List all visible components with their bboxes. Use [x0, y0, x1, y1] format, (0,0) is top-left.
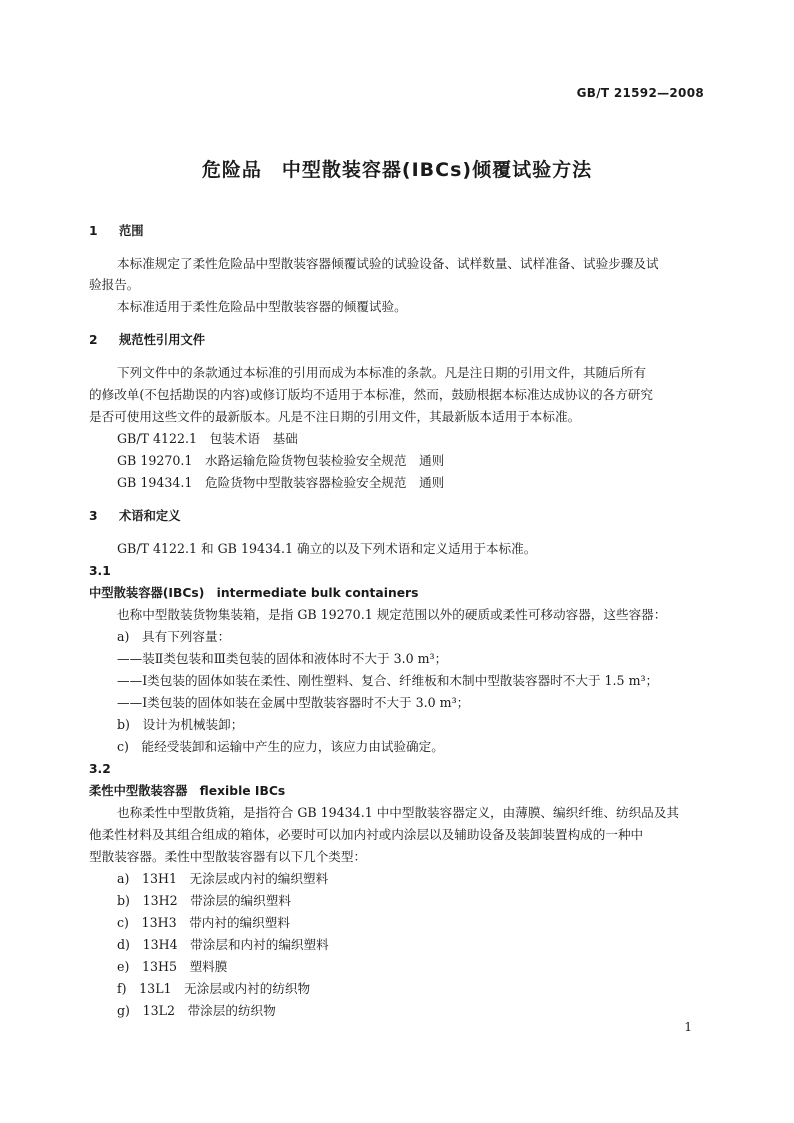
term-3-1-item-a: a) 具有下列容量： — [117, 629, 231, 644]
section-3-intro: GB/T 4122.1 和 GB 19434.1 确立的以及下列术语和定义适用于本标准。 — [117, 541, 537, 556]
term-3-1-definition: 也称中型散装货物集装箱，是指 GB 19270.1 规定范围以外的硬质或柔性可移动容器，这些容器： — [117, 607, 667, 622]
section-2-para-1: 下列文件中的条款通过本标准的引用而成为本标准的条款。凡是注日期的引用文件，其随后所有 — [117, 365, 646, 380]
reference-3: GB 19434.1 危险货物中型散装容器检验安全规范 通则 — [117, 475, 445, 490]
term-3-2-title: 柔性中型散装容器 flexible IBCs — [89, 784, 286, 798]
ibc-type-item: c) 13H3 带内衬的编织塑料 — [117, 915, 290, 930]
term-3-2-definition-cont2: 型散装容器。柔性中型散装容器有以下几个类型： — [89, 849, 367, 864]
section-2-number: 2 — [89, 333, 98, 347]
section-1-title: 范围 — [119, 224, 144, 238]
section-1-heading — [89, 222, 144, 240]
term-3-2-number: 3.2 — [89, 762, 111, 776]
term-3-1-item-a-1: ——装Ⅱ类包装和Ⅲ类包装的固体和液体时不大于 3.0 m³； — [117, 651, 448, 666]
ibc-type-item: a) 13H1 无涂层或内衬的编织塑料 — [117, 871, 329, 886]
document-title: 危险品 中型散装容器(IBCs)倾覆试验方法 — [201, 159, 593, 181]
term-3-1-item-c: c) 能经受装卸和运输中产生的应力，该应力由试验确定。 — [117, 739, 444, 754]
reference-1: GB/T 4122.1 包装术语 基础 — [117, 431, 298, 446]
standard-number: GB/T 21592—2008 — [576, 86, 704, 100]
section-1-para-1-cont: 验报告。 — [89, 277, 140, 292]
term-3-2-definition: 也称柔性中型散货箱，是指符合 GB 19434.1 中中型散装容器定义，由薄膜、编织纤维、纺织品及其 — [117, 805, 679, 820]
page-number: 1 — [684, 1020, 692, 1034]
section-2-title: 规范性引用文件 — [119, 333, 206, 347]
term-3-1-item-b: b) 设计为机械装卸； — [117, 717, 244, 732]
term-3-2-definition-cont: 他柔性材料及其组合组成的箱体，必要时可以加内衬或内涂层以及辅助设备及装卸装置构成的一种中 — [89, 827, 644, 842]
section-1-para-2: 本标准适用于柔性危险品中型散装容器的倾覆试验。 — [117, 299, 407, 314]
term-3-1-title: 中型散装容器(IBCs) intermediate bulk containers — [89, 586, 419, 600]
ibc-type-item: b) 13H2 带涂层的编织塑料 — [117, 893, 291, 908]
section-3-heading — [89, 507, 181, 525]
ibc-type-item: f) 13L1 无涂层或内衬的纺织物 — [117, 981, 311, 996]
section-3-number: 3 — [89, 509, 98, 523]
ibc-type-item: d) 13H4 带涂层和内衬的编织塑料 — [117, 937, 329, 952]
section-2-para-1-cont: 的修改单(不包括勘误的内容)或修订版均不适用于本标准，然而，鼓励根据本标准达成协议的各方研究 — [89, 387, 653, 402]
term-3-1-item-a-3: ——Ⅰ类包装的固体如装在金属中型散装容器时不大于 3.0 m³； — [117, 695, 470, 710]
reference-2: GB 19270.1 水路运输危险货物包装检验安全规范 通则 — [117, 453, 445, 468]
term-3-1-item-a-2: ——Ⅰ类包装的固体如装在柔性、刚性塑料、复合、纤维板和木制中型散装容器时不大于 1.5 m³； — [117, 673, 659, 688]
section-3-title: 术语和定义 — [119, 509, 181, 523]
section-2-para-1-cont2: 是否可使用这些文件的最新版本。凡是不注日期的引用文件，其最新版本适用于本标准。 — [89, 409, 581, 424]
ibc-type-item: e) 13H5 塑料膜 — [117, 959, 228, 974]
ibc-type-item: g) 13L2 带涂层的纺织物 — [117, 1003, 276, 1018]
section-1-number: 1 — [89, 224, 98, 238]
term-3-1-number: 3.1 — [89, 564, 111, 578]
section-1-para-1: 本标准规定了柔性危险品中型散装容器倾覆试验的试验设备、试样数量、试样准备、试验步骤及试 — [117, 256, 659, 271]
section-2-heading — [89, 331, 205, 349]
